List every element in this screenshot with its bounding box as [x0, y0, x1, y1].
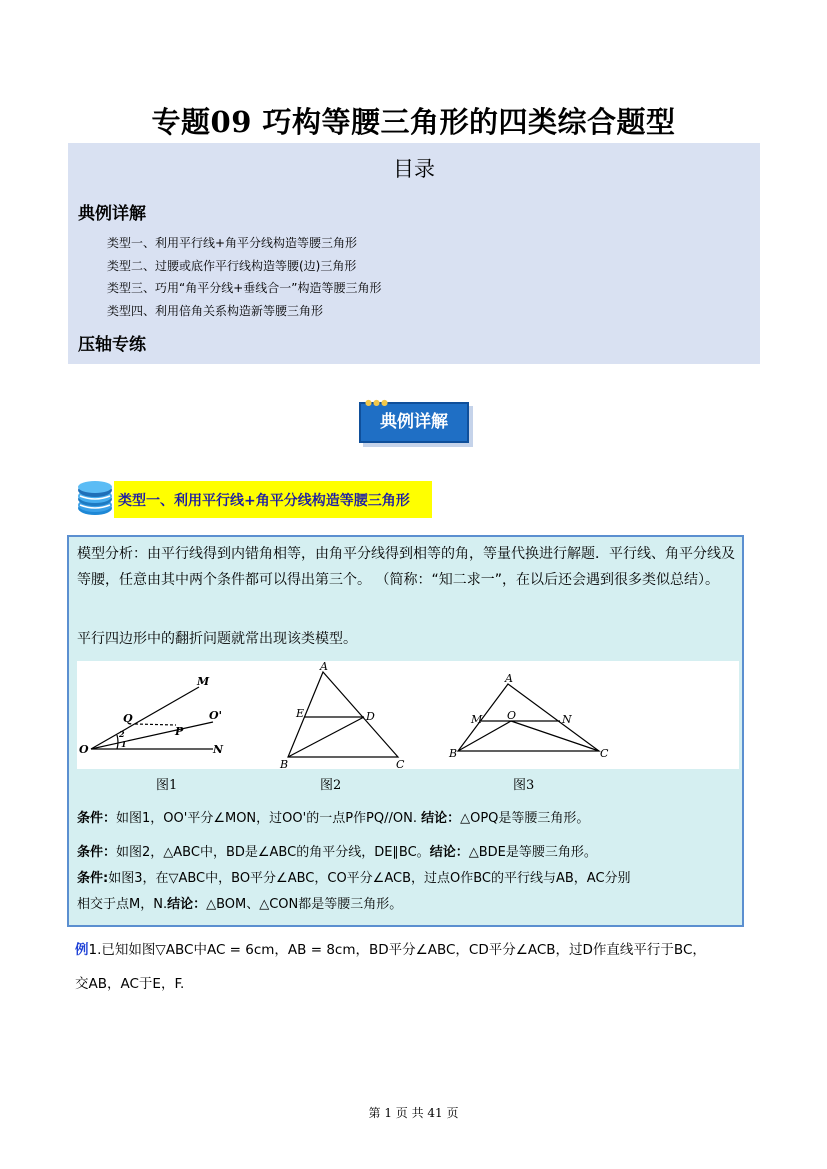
condition-1: [77, 805, 589, 833]
conclusion-3-label: 结论：: [167, 897, 207, 912]
fig2-label-a: A: [320, 661, 328, 673]
fig1-label-m: M: [197, 675, 210, 688]
example-1: [75, 933, 765, 1001]
toc-item-type3[interactable]: 类型三、巧用“角平分线+垂线合一”构造等腰三角形: [107, 281, 382, 295]
figure-1: [91, 687, 213, 749]
fig2-label-c: C: [396, 758, 405, 769]
fig3-segment-bo: [458, 721, 511, 751]
figure-2: [288, 672, 398, 757]
page-title: 专题09 巧构等腰三角形的四类综合题型: [151, 105, 676, 139]
example-1-line-2: 交AB，AC于E，F.: [75, 976, 185, 992]
conclusion-3-text: △BOM、△CON都是等腰三角形。: [206, 897, 403, 912]
fig1-segment-pq: [135, 724, 176, 725]
books-icon: [76, 481, 116, 517]
type-banner: [114, 481, 432, 518]
section-badge: [359, 398, 472, 444]
fig3-label-c: C: [600, 747, 609, 760]
figure-1-caption: 图1: [156, 778, 178, 793]
condition-3-text-b: 相交于点M，N.: [77, 897, 168, 912]
badge-dots-decoration: ●●●: [365, 398, 389, 407]
example-1-text-1: .已知如图▽ABC中AC = 6cm，AB = 8cm，BD平分∠ABC，CD平分∠ACB，过D作直线平行于BC，: [97, 942, 706, 958]
fig2-label-d: D: [366, 710, 375, 723]
fig3-label-b: B: [449, 747, 458, 760]
page-footer: 第 1 页 共 41 页: [368, 1106, 459, 1120]
condition-3: [77, 865, 631, 893]
fig1-label-o: O: [79, 743, 89, 756]
fig1-angle-arc: [117, 735, 118, 749]
toc-section-practice[interactable]: 压轴专练: [78, 335, 146, 355]
toc-section-examples[interactable]: 典例详解: [78, 204, 146, 224]
fig1-label-angle2: 2: [119, 729, 125, 739]
fig1-label-o-prime: O': [209, 709, 222, 722]
fig1-ray-om: [91, 687, 199, 749]
example-number: 1: [88, 942, 98, 958]
model-analysis-box: [67, 535, 744, 927]
fig3-segment-co: [511, 721, 599, 751]
fig2-label-b: B: [280, 758, 289, 769]
condition-3-text-a: 如图3，在▽ABC中，BO平分∠ABC，CO平分∠ACB，过点O作BC的平行线与AB，AC分别: [108, 871, 631, 886]
conclusion-2-label: 结论：: [429, 845, 469, 860]
condition-2: [77, 839, 597, 867]
model-note-text: 平行四边形中的翻折问题就常出现该类模型。: [77, 631, 357, 647]
fig3-label-n: N: [562, 713, 572, 726]
example-label: 例: [75, 942, 89, 958]
table-of-contents: [68, 143, 760, 364]
figure-2-caption: 图2: [320, 778, 342, 793]
fig2-label-e: E: [296, 707, 305, 720]
fig1-label-p: P: [175, 725, 184, 738]
fig2-segment-bd: [288, 717, 364, 757]
type-banner-label: 类型一、利用平行线+角平分线构造等腰三角形: [118, 493, 410, 509]
condition-2-text: 如图2，△ABC中，BD是∠ABC的角平分线，DE∥BC。: [116, 845, 430, 860]
toc-item-type2[interactable]: 类型二、过腰或底作平行线构造等腰(边)三角形: [107, 259, 357, 273]
condition-1-text: 如图1，OO'平分∠MON，过OO'的一点P作PQ//ON.: [116, 811, 422, 826]
fig3-label-a: A: [505, 672, 513, 685]
fig1-label-q: Q: [123, 712, 133, 725]
fig1-label-angle1: 1: [121, 739, 127, 749]
conclusion-1-label: 结论：: [421, 811, 461, 826]
fig2-triangle-abc: [288, 672, 398, 757]
badge-label: 典例详解: [380, 412, 448, 432]
conclusion-2-text: △BDE是等腰三角形。: [468, 845, 597, 860]
model-analysis-text: 模型分析：由平行线得到内错角相等，由角平分线得到相等的角，等量代换进行解题．平行线、角平分线及等腰，任意由其中两个条件都可以得出第三个。 （简称：“知二求一”，在以后还会遇到很多类似总结）。: [77, 546, 735, 588]
condition-2-label: 条件：: [77, 845, 117, 860]
toc-item-type1[interactable]: 类型一、利用平行线+角平分线构造等腰三角形: [107, 236, 358, 250]
condition-3-label: 条件:: [77, 871, 109, 886]
example-1-line-1: [75, 933, 765, 967]
fig1-label-n: N: [213, 743, 224, 756]
figure-area: [77, 661, 739, 769]
conclusion-1-text: △OPQ是等腰三角形。: [460, 811, 590, 826]
figure-3-caption: 图3: [513, 778, 535, 793]
fig1-ray-oo: [91, 722, 213, 749]
toc-heading: 目录: [393, 157, 435, 181]
condition-1-label: 条件：: [77, 811, 117, 826]
toc-item-type4[interactable]: 类型四、利用倍角关系构造新等腰三角形: [107, 304, 324, 318]
condition-3-cont: [77, 891, 402, 919]
geometry-figures: [77, 661, 739, 769]
fig3-label-m: M: [471, 713, 483, 726]
fig3-label-o: O: [507, 709, 517, 722]
